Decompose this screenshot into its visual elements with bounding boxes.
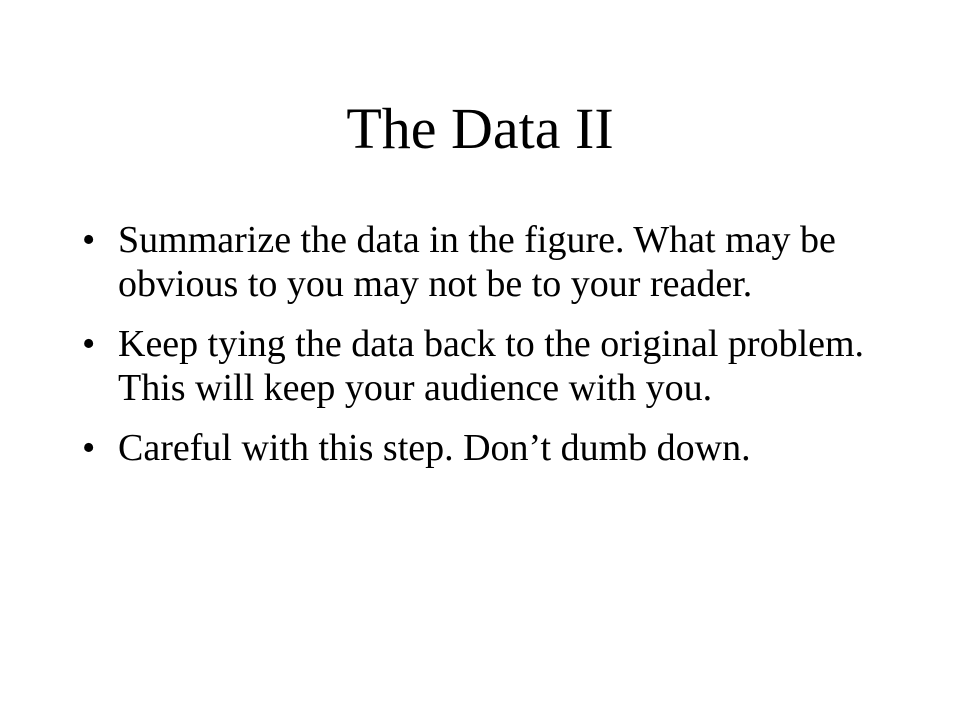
bullet-dot-icon: • <box>82 219 96 261</box>
bullet-item <box>82 322 882 410</box>
bullet-dot-icon: • <box>82 323 96 365</box>
bullet-list <box>82 218 882 486</box>
bullet-item <box>82 218 882 306</box>
bullet-text: Careful with this step. Don’t dumb down. <box>118 427 751 469</box>
bullet-dot-icon: • <box>82 427 96 469</box>
bullet-text: Keep tying the data back to the original problem. This will keep your audience with you. <box>118 323 865 409</box>
slide-title: The Data II <box>346 96 614 161</box>
bullet-item <box>82 426 882 470</box>
bullet-text: Summarize the data in the figure. What may be obvious to you may not be to your reader. <box>118 219 836 305</box>
